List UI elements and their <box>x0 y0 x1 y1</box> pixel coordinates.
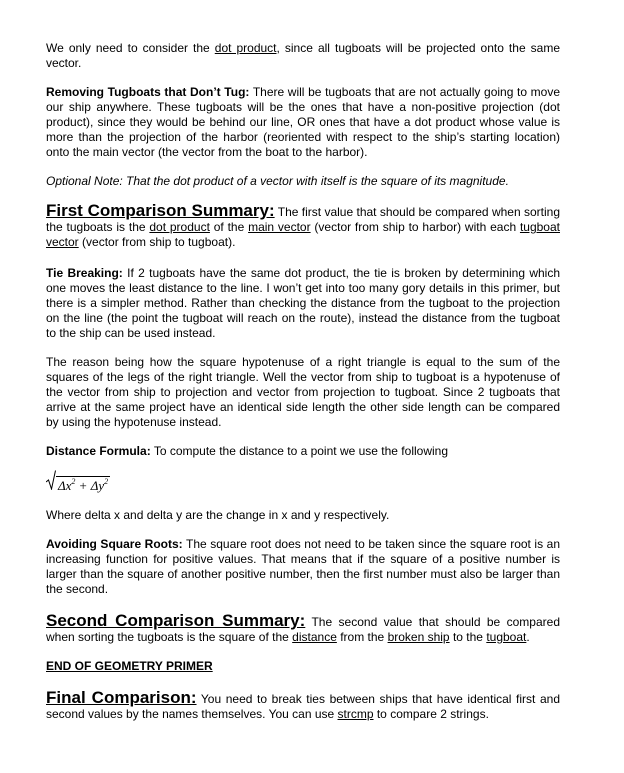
optional-note-paragraph <box>46 174 560 189</box>
delta-x: Δx <box>58 478 72 493</box>
second-comparison-text: from the <box>336 630 388 644</box>
first-comparison-text: The first value that should be compared when sorting the tugboats is the <box>46 205 560 234</box>
radicand <box>56 476 110 493</box>
delta-y: Δy <box>90 478 105 493</box>
exponent: 2 <box>71 477 76 486</box>
removing-tugboats-heading: Removing Tugboats that Don’t Tug: <box>46 85 250 99</box>
second-comparison-heading: Second Comparison Summary: <box>46 611 306 630</box>
second-comparison-text: . <box>526 630 530 644</box>
first-comparison-text: (vector from ship to tugboat). <box>78 235 236 249</box>
tie-breaking-body: If 2 tugboats have the same dot product, the tie is broken by determining which one moves the least distance to the line. I won’t get into too many gory details in this primer, but there is a simpler method. Rather than checking the distance from the tugboat to the projection on the line (the point the tugboat will reach on the route), instead the distance from the tugboat to the ship can be used instead. <box>46 266 560 340</box>
intro-text: We only need to consider the <box>46 41 215 55</box>
main-vector-term: main vector <box>248 220 311 234</box>
tugboat-term: tugboat <box>486 630 527 644</box>
delta-explanation-text: Where delta x and delta y are the change in x and y respectively. <box>46 508 390 522</box>
intro-text-end: , since all tugboats will be projected onto the same vector. <box>46 41 560 70</box>
distance-formula-paragraph <box>46 444 560 459</box>
final-comparison-paragraph <box>46 690 560 722</box>
avoiding-square-roots-body: The square root does not need to be taken since the square root is an increasing function for positive values. That means that if the square of a positive number is larger than the square of another positive number, then the first number must also be larger than the second. <box>46 537 560 596</box>
removing-tugboats-body: There will be tugboats that are not actually going to move our ship anywhere. These tugboats will be the ones that have a non-positive projection (dot product), since they would be behind our line, OR ones that have a dot product whose value is more than the projection of the harbor (reoriented with respect to the ship’s starting location) onto the main vector (the vector from the boat to the harbor). <box>46 85 561 159</box>
dot-product-term: dot product <box>149 220 210 234</box>
second-comparison-text: The second value that should be compared when sorting the tugboats is the square of the <box>46 615 560 644</box>
strcmp-term: strcmp <box>337 707 374 721</box>
distance-term: distance <box>292 630 337 644</box>
second-comparison-text: to the <box>449 630 487 644</box>
dot-product-intro-paragraph <box>46 41 560 71</box>
distance-formula-body: To compute the distance to a point we use the following <box>150 444 449 458</box>
broken-ship-term: broken ship <box>387 630 450 644</box>
end-of-primer-paragraph <box>46 659 560 674</box>
hypotenuse-reason-text: The reason being how the square hypotenuse of a right triangle is equal to the sum of the squares of the legs of the right triangle. Well the vector from ship to tugboat is a hypotenuse of the vector from ship to projection and vector from projection to tugboat. Since 2 tugboats that arrive at the same project have an identical side length the other side length can be compared by using the hypotenuse instead. <box>46 355 560 429</box>
first-comparison-paragraph <box>46 203 560 250</box>
document-body <box>46 41 560 722</box>
delta-explanation-paragraph <box>46 508 560 523</box>
final-comparison-text: to compare 2 strings. <box>373 707 489 721</box>
exponent: 2 <box>104 477 109 486</box>
square-root-icon <box>46 470 56 493</box>
removing-tugboats-paragraph <box>46 85 560 160</box>
tie-breaking-paragraph <box>46 266 560 341</box>
first-comparison-text: of the <box>209 220 249 234</box>
avoiding-square-roots-paragraph <box>46 537 560 597</box>
second-comparison-paragraph <box>46 613 560 645</box>
avoiding-square-roots-heading: Avoiding Square Roots: <box>46 537 183 551</box>
first-comparison-heading: First Comparison Summary: <box>46 201 275 220</box>
final-comparison-heading: Final Comparison: <box>46 688 197 707</box>
tie-breaking-heading: Tie Breaking: <box>46 266 123 280</box>
end-of-primer-label: END OF GEOMETRY PRIMER <box>46 659 213 673</box>
optional-note-text: Optional Note: That the dot product of a vector with itself is the square of its magnitude. <box>46 174 509 188</box>
final-comparison-text: You need to break ties between ships that have identical first and second values by the names themselves. You can use <box>46 692 561 721</box>
distance-formula <box>46 471 560 493</box>
plus-sign: + <box>75 478 91 493</box>
tugboat-vector-term: tugboat vector <box>46 220 560 249</box>
first-comparison-text: (vector from ship to harbor) with each <box>310 220 520 234</box>
distance-formula-heading: Distance Formula: <box>46 444 151 458</box>
hypotenuse-reason-paragraph <box>46 355 560 430</box>
dot-product-term: dot product <box>214 41 277 55</box>
